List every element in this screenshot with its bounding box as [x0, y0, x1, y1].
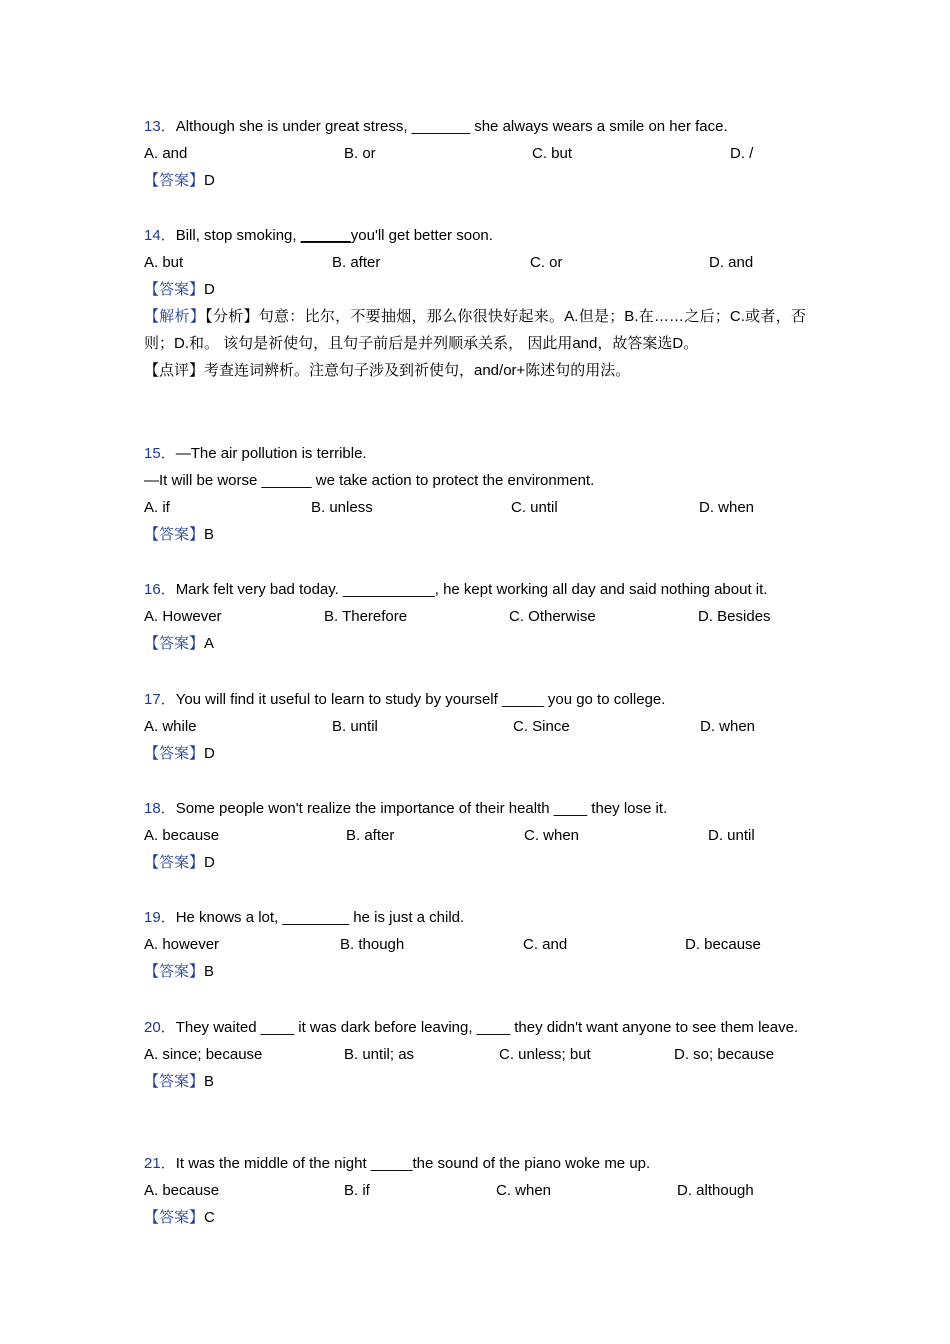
- question-21: [144, 1150, 806, 1231]
- question-stem: [144, 1150, 806, 1177]
- options-row: [144, 1041, 806, 1068]
- options-row: [144, 1177, 806, 1204]
- answer-value: D: [204, 172, 215, 189]
- question-stem: [144, 440, 806, 467]
- answer-label: 【答案】: [144, 635, 205, 652]
- question-stem: [144, 904, 806, 931]
- question-number: 21．: [144, 1155, 176, 1172]
- answer-line: [144, 958, 806, 985]
- option-c: C. when: [524, 827, 580, 844]
- question-number: 17．: [144, 691, 176, 708]
- analysis-text: 【分析】句意：比尔，不要抽烟，那么你很快好起来。A.但是；B.在……之后；C.或者，否则；D.和。 该句是祈使句，且句子前后是并列顺承关系， 因此用and，故答案选D。: [144, 308, 806, 352]
- option-d: D. because: [685, 936, 761, 953]
- question-14: [144, 222, 806, 384]
- question-16: [144, 576, 806, 657]
- question-number: 14．: [144, 227, 176, 244]
- option-a: A. however: [144, 936, 220, 953]
- stem-text: Although she is under great stress, _______ she always wears a smile on her face.: [175, 118, 728, 135]
- option-d: D. although: [677, 1182, 754, 1199]
- option-c: C. Otherwise: [509, 608, 596, 625]
- option-a: A. but: [144, 254, 184, 271]
- option-a: A. because: [144, 1182, 220, 1199]
- option-d: D. so; because: [674, 1046, 775, 1063]
- stem-blank: ______: [300, 227, 351, 244]
- answer-value: D: [204, 745, 215, 762]
- option-a: A. However: [144, 608, 222, 625]
- option-b: B. until; as: [344, 1046, 415, 1063]
- stem-text-end: you'll get better soon.: [350, 227, 493, 244]
- stem-text: You will find it useful to learn to study by yourself _____ you go to college.: [175, 691, 666, 708]
- option-d: D. and: [709, 254, 754, 271]
- comment-text: 【点评】考查连词辨析。注意句子涉及到祈使句，and/or+陈述句的用法。: [144, 362, 631, 379]
- answer-label: 【答案】: [144, 172, 205, 189]
- question-stem: [144, 576, 806, 603]
- answer-line: [144, 521, 806, 548]
- answer-line: [144, 167, 806, 194]
- options-row: [144, 713, 806, 740]
- answer-label: 【答案】: [144, 281, 205, 298]
- options-row: [144, 140, 806, 167]
- answer-line: [144, 276, 806, 303]
- answer-value: B: [204, 1073, 215, 1090]
- question-stem: [144, 222, 806, 249]
- stem-text: Some people won't realize the importance of their health ____ they lose it.: [175, 800, 668, 817]
- options-row: [144, 603, 806, 630]
- stem-text: They waited ____ it was dark before leaving, ____ they didn't want anyone to see them leave.: [175, 1019, 799, 1036]
- answer-label: 【答案】: [144, 526, 205, 543]
- comment-paragraph: [144, 357, 806, 384]
- answer-line: [144, 740, 806, 767]
- option-d: D. until: [708, 827, 755, 844]
- answer-line: [144, 630, 806, 657]
- answer-label: 【答案】: [144, 1073, 205, 1090]
- option-a: A. and: [144, 145, 188, 162]
- question-18: [144, 795, 806, 876]
- answer-value: A: [204, 635, 215, 652]
- stem-text: —The air pollution is terrible.: [175, 445, 367, 462]
- answer-value: D: [204, 281, 215, 298]
- answer-label: 【答案】: [144, 745, 205, 762]
- answer-line: [144, 1068, 806, 1095]
- option-a: A. if: [144, 499, 170, 516]
- question-number: 13．: [144, 118, 176, 135]
- option-b: B. unless: [311, 499, 373, 516]
- question-number: 19．: [144, 909, 176, 926]
- option-b: B. Therefore: [324, 608, 408, 625]
- option-b: B. after: [346, 827, 395, 844]
- option-b: B. after: [332, 254, 381, 271]
- option-d: D. /: [730, 145, 754, 162]
- answer-label: 【答案】: [144, 1209, 205, 1226]
- answer-label: 【答案】: [144, 854, 205, 871]
- options-row: [144, 931, 806, 958]
- question-number: 15．: [144, 445, 176, 462]
- question-stem: [144, 113, 806, 140]
- option-c: C. until: [511, 499, 558, 516]
- options-row: [144, 494, 806, 521]
- question-number: 18．: [144, 800, 176, 817]
- option-c: C. and: [523, 936, 568, 953]
- answer-line: [144, 849, 806, 876]
- option-a: A. while: [144, 718, 197, 735]
- option-b: B. though: [340, 936, 405, 953]
- option-d: D. when: [700, 718, 756, 735]
- option-a: A. since; because: [144, 1046, 263, 1063]
- question-stem-2: [144, 467, 806, 494]
- options-row: [144, 822, 806, 849]
- answer-line: [144, 1204, 806, 1231]
- question-number: 20．: [144, 1019, 176, 1036]
- answer-value: B: [204, 526, 215, 543]
- stem-text: Bill, stop smoking,: [175, 227, 301, 244]
- question-stem: [144, 686, 806, 713]
- answer-value: B: [204, 963, 215, 980]
- stem-text-2: —It will be worse ______ we take action to protect the environment.: [144, 472, 595, 489]
- question-stem: [144, 1014, 806, 1041]
- option-b: B. or: [344, 145, 376, 162]
- answer-value: D: [204, 854, 215, 871]
- question-15: [144, 440, 806, 548]
- answer-label: 【答案】: [144, 963, 205, 980]
- stem-text: He knows a lot, ________ he is just a child.: [175, 909, 465, 926]
- stem-text: Mark felt very bad today. ___________, he kept working all day and said nothing about it.: [175, 581, 768, 598]
- question-17: [144, 686, 806, 767]
- option-c: C. unless; but: [499, 1046, 591, 1063]
- option-c: C. but: [532, 145, 573, 162]
- question-13: [144, 113, 806, 194]
- options-row: [144, 249, 806, 276]
- analysis-paragraph: [144, 303, 806, 357]
- stem-text: It was the middle of the night _____the sound of the piano woke me up.: [175, 1155, 651, 1172]
- answer-value: C: [204, 1209, 215, 1226]
- option-c: C. when: [496, 1182, 552, 1199]
- option-d: D. when: [699, 499, 755, 516]
- option-c: C. or: [530, 254, 563, 271]
- question-20: [144, 1014, 806, 1095]
- question-number: 16．: [144, 581, 176, 598]
- option-b: B. if: [344, 1182, 370, 1199]
- question-stem: [144, 795, 806, 822]
- option-b: B. until: [332, 718, 378, 735]
- option-a: A. because: [144, 827, 220, 844]
- question-19: [144, 904, 806, 985]
- option-c: C. Since: [513, 718, 570, 735]
- analysis-label: 【解析】: [144, 308, 206, 325]
- option-d: D. Besides: [698, 608, 771, 625]
